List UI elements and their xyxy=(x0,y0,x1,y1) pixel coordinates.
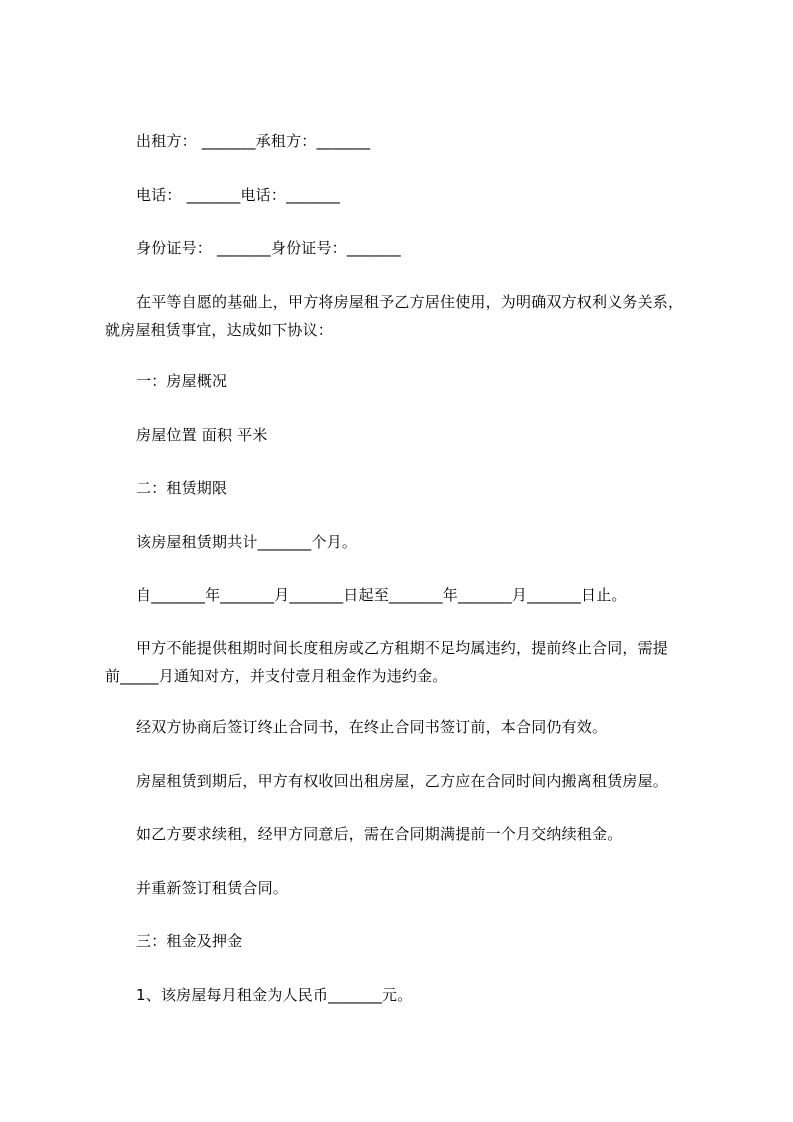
lessor-lessee-line: 出租方： _______承租方：_______ xyxy=(136,132,371,150)
lease-expiry-line: 房屋租赁到期后，甲方有权收回出租房屋，乙方应在合同时间内搬离租赁房屋。 xyxy=(136,772,669,790)
rent-amount-line: 1、该房屋每月租金为人民币_______元。 xyxy=(136,986,413,1004)
termination-paragraph xyxy=(105,634,705,690)
lease-dates-line: 自_______年_______月_______日起至_______年_______月_______日止。 xyxy=(136,586,627,604)
phone-line: 电话： _______电话：_______ xyxy=(136,186,340,204)
section-2-heading: 二：租赁期限 xyxy=(136,479,228,497)
intro-line-1: 在平等自愿的基础上，甲方将房屋租予乙方居住使用，为明确双方权利义务关系， xyxy=(136,293,684,311)
intro-line-2: 就房屋租赁事宜，达成如下协议： xyxy=(105,321,334,339)
id-number-line: 身份证号： _______身份证号：_______ xyxy=(136,239,401,257)
section-3-heading: 三：租金及押金 xyxy=(136,932,243,950)
house-detail-line: 房屋位置 面积 平米 xyxy=(136,426,268,444)
intro-paragraph xyxy=(105,288,705,344)
termination-line-1: 甲方不能提供租期时间长度租房或乙方租期不足均属违约，提前终止合同，需提 xyxy=(136,639,669,657)
termination-line-2: 前_____月通知对方，并支付壹月租金作为违约金。 xyxy=(105,667,448,685)
lease-term-line: 该房屋租赁期共计_______个月。 xyxy=(136,533,358,551)
re-sign-line: 并重新签订租赁合同。 xyxy=(136,879,289,897)
mutual-termination-line: 经双方协商后签订终止合同书，在终止合同书签订前，本合同仍有效。 xyxy=(136,718,608,736)
section-1-heading: 一：房屋概况 xyxy=(136,372,228,390)
renewal-line: 如乙方要求续租，经甲方同意后，需在合同期满提前一个月交纳续租金。 xyxy=(136,825,623,843)
